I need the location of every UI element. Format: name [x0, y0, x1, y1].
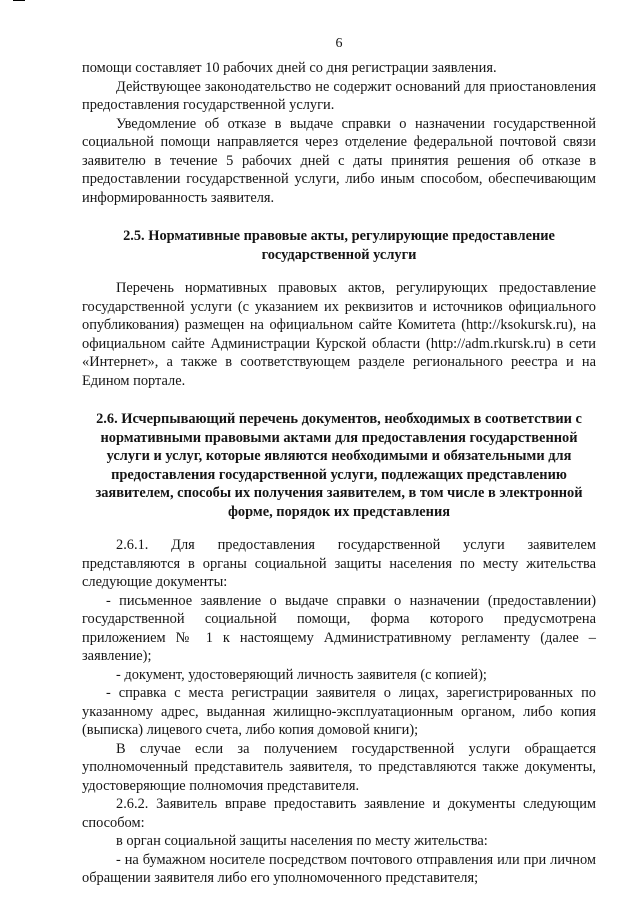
page-number: 6: [335, 36, 343, 51]
section-heading-2-6: 2.6. Исчерпывающий перечень документов, необходимых в соответствии с нормативными правовыми актами для предоставления государственной услуги и услуг, которые являются необходимыми и обязательными для предоставления государственной услуги, подлежащих представлению заявителем, способы их получения заявителем, в том числе в электронной форме, порядок их представления: [95, 411, 583, 520]
list-item: - справка с места регистрации заявителя о лицах, зарегистрированных по указанному адрес, выданная жилищно-эксплуатационным органом, либо копия (выписка) лицевого счета, либо копия домовой книги);: [82, 685, 596, 738]
list-item: - документ, удостоверяющий личность заявителя (с копией);: [116, 666, 487, 683]
paragraph: в орган социальной защиты населения по месту жительства:: [116, 833, 488, 849]
paragraph: Действующее законодательство не содержит оснований для приостановления предоставления государственной услуги.: [82, 78, 596, 113]
top-edge-line: [13, 0, 25, 1]
paragraph: помощи составляет 10 рабочих дней со дня регистрации заявления.: [82, 60, 497, 76]
section-heading-2-5: 2.5. Нормативные правовые акты, регулирующие предоставление государственной услуги: [123, 228, 555, 263]
paragraph: 2.6.1. Для предоставления государственной услуги заявителем представляются в органы социальной защиты населения по месту жительства следующие документы:: [82, 537, 596, 590]
paragraph: Перечень нормативных правовых актов, регулирующих предоставление государственной услуги (с указанием их реквизитов и источников официального опубликования) размещен на официальном сайте Комитета (http://ksokursk.ru), на официальном сайте Администрации Курской области (http://adm.rkursk.ru) в сети «Интернет», а также в соответствующем разделе регионального реестра и на Едином портале.: [82, 280, 596, 389]
paragraph: 2.6.2. Заявитель вправе предоставить заявление и документы следующим способом:: [82, 796, 596, 831]
paragraph: В случае если за получением государственной услуги обращается уполномоченный представитель заявителя, то представляются также документы, удостоверяющие полномочия представителя.: [82, 740, 596, 794]
document-page: [82, 36, 596, 888]
list-item: - на бумажном носителе посредством почтового отправления или при личном обращении заявителя либо его уполномоченного представителя;: [82, 851, 596, 886]
list-item: - письменное заявление о выдаче справки о назначении (предоставлении) государственной социальной помощи, форма которого предусмотрена приложением № 1 к настоящему Административному регламенту (далее – заявление);: [82, 592, 596, 664]
paragraph: Уведомление об отказе в выдаче справки о назначении государственной социальной помощи направляется через отделение федеральной почтовой связи заявителю в течение 5 рабочих дней с даты принятия решения об отказе в предоставлении государственной услуги, либо иным способом, обеспечивающим информированность заявителя.: [82, 115, 596, 206]
